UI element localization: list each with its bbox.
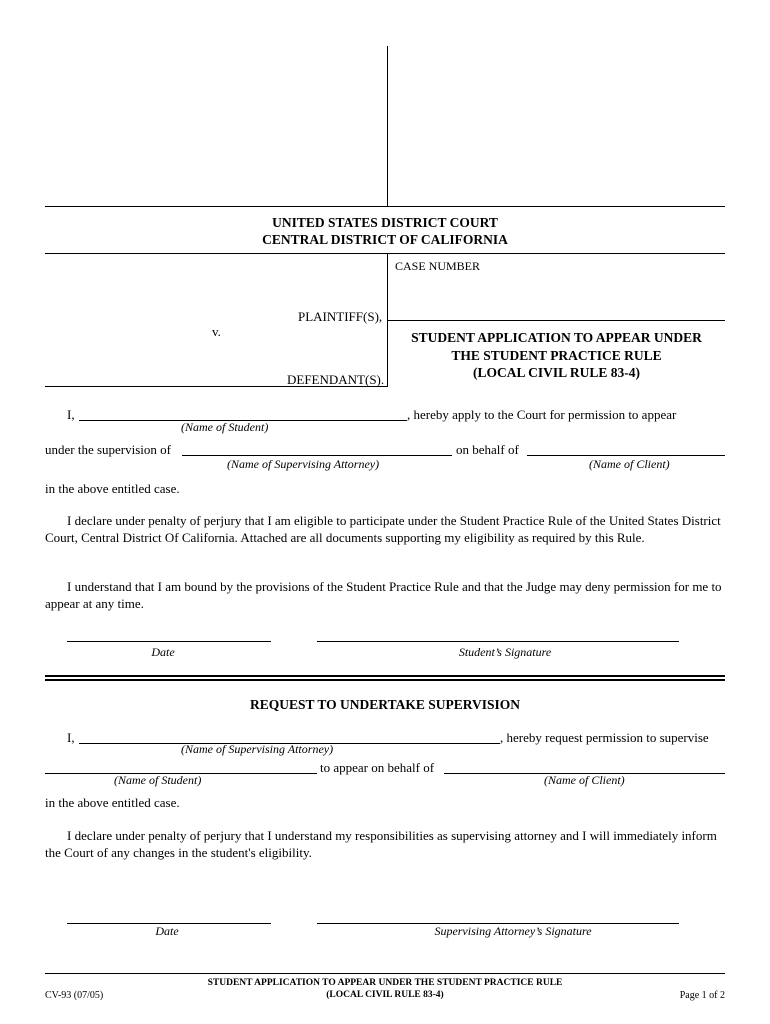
supervised-student-caption: (Name of Student) <box>114 773 202 787</box>
student-understanding: I understand that I am bound by the provisions of the Student Practice Rule and that the Judge may deny permission for me to appear at any time. <box>45 579 722 611</box>
document-title-line2: THE STUDENT PRACTICE RULE <box>451 347 662 363</box>
attorney-signature-label: Supervising Attorney’s Signature <box>434 924 592 938</box>
student-signature-label: Student’s Signature <box>458 645 552 659</box>
on-behalf-of-label: on behalf of <box>456 442 519 457</box>
case-number-label: CASE NUMBER <box>395 259 481 273</box>
document-title-line1: STUDENT APPLICATION TO APPEAR UNDER <box>411 330 702 345</box>
supervising-attorney-caption: (Name of Supervising Attorney) <box>227 457 380 471</box>
header-vertical-divider <box>387 46 388 206</box>
client-name-caption: (Name of Client) <box>589 457 670 471</box>
attorney-date-label: Date <box>155 924 179 938</box>
plaintiff-label: PLAINTIFF(S), <box>298 309 383 324</box>
apply-text: , hereby apply to the Court for permission to appear <box>407 407 677 422</box>
supervising-attorney-field[interactable] <box>182 455 452 456</box>
defendant-label: DEFENDANT(S). <box>287 372 385 387</box>
footer-title <box>45 977 725 1001</box>
student-declaration: I declare under penalty of perjury that I am eligible to participate under the Student Practice Rule of the United States District Court, Central District Of California. Attached are all documents supporting my eligibility as required by this Rule. <box>45 513 721 545</box>
under-supervision-label: under the supervision of <box>45 442 172 457</box>
court-name <box>45 214 725 248</box>
header-bottom-rule <box>45 206 725 207</box>
above-case-text: in the above entitled case. <box>45 481 180 496</box>
section-divider-bottom <box>45 679 725 681</box>
to-appear-label: to appear on behalf of <box>320 760 435 775</box>
request-text: , hereby request permission to supervise <box>500 730 709 745</box>
footer-title-line2: (LOCAL CIVIL RULE 83-4) <box>326 990 444 1000</box>
versus-label: v. <box>212 324 221 339</box>
attorney-declaration: I declare under penalty of perjury that I understand my responsibilities as supervising attorney and I will immediately inform the Court of any changes in the student's eligibility. <box>45 828 717 860</box>
caption-top-rule <box>45 253 725 254</box>
student-date-label: Date <box>151 645 175 659</box>
supervision-heading: REQUEST TO UNDERTAKE SUPERVISION <box>250 697 520 712</box>
student-date-field[interactable] <box>67 641 271 642</box>
supervised-client-caption: (Name of Client) <box>544 773 625 787</box>
attorney-i-label: I, <box>67 730 75 745</box>
student-name-caption: (Name of Student) <box>181 420 269 434</box>
client-name-field[interactable] <box>527 455 725 456</box>
student-i-label: I, <box>67 407 75 422</box>
footer-title-line1: STUDENT APPLICATION TO APPEAR UNDER THE STUDENT PRACTICE RULE <box>207 978 563 988</box>
form-number: CV-93 (07/05) <box>45 990 104 1001</box>
page-indicator: Page 1 of 2 <box>679 990 725 1001</box>
footer-rule <box>45 973 725 974</box>
caption-mid-rule <box>388 320 725 321</box>
attorney-name-caption: (Name of Supervising Attorney) <box>181 742 334 756</box>
attorney-above-case-text: in the above entitled case. <box>45 795 180 810</box>
student-signature-field[interactable] <box>317 641 679 642</box>
document-title <box>388 329 725 382</box>
document-title-line3: (LOCAL CIVIL RULE 83-4) <box>473 365 640 380</box>
section-divider-top <box>45 675 725 677</box>
court-name-line1: UNITED STATES DISTRICT COURT <box>272 215 498 230</box>
court-name-line2: CENTRAL DISTRICT OF CALIFORNIA <box>262 232 508 247</box>
